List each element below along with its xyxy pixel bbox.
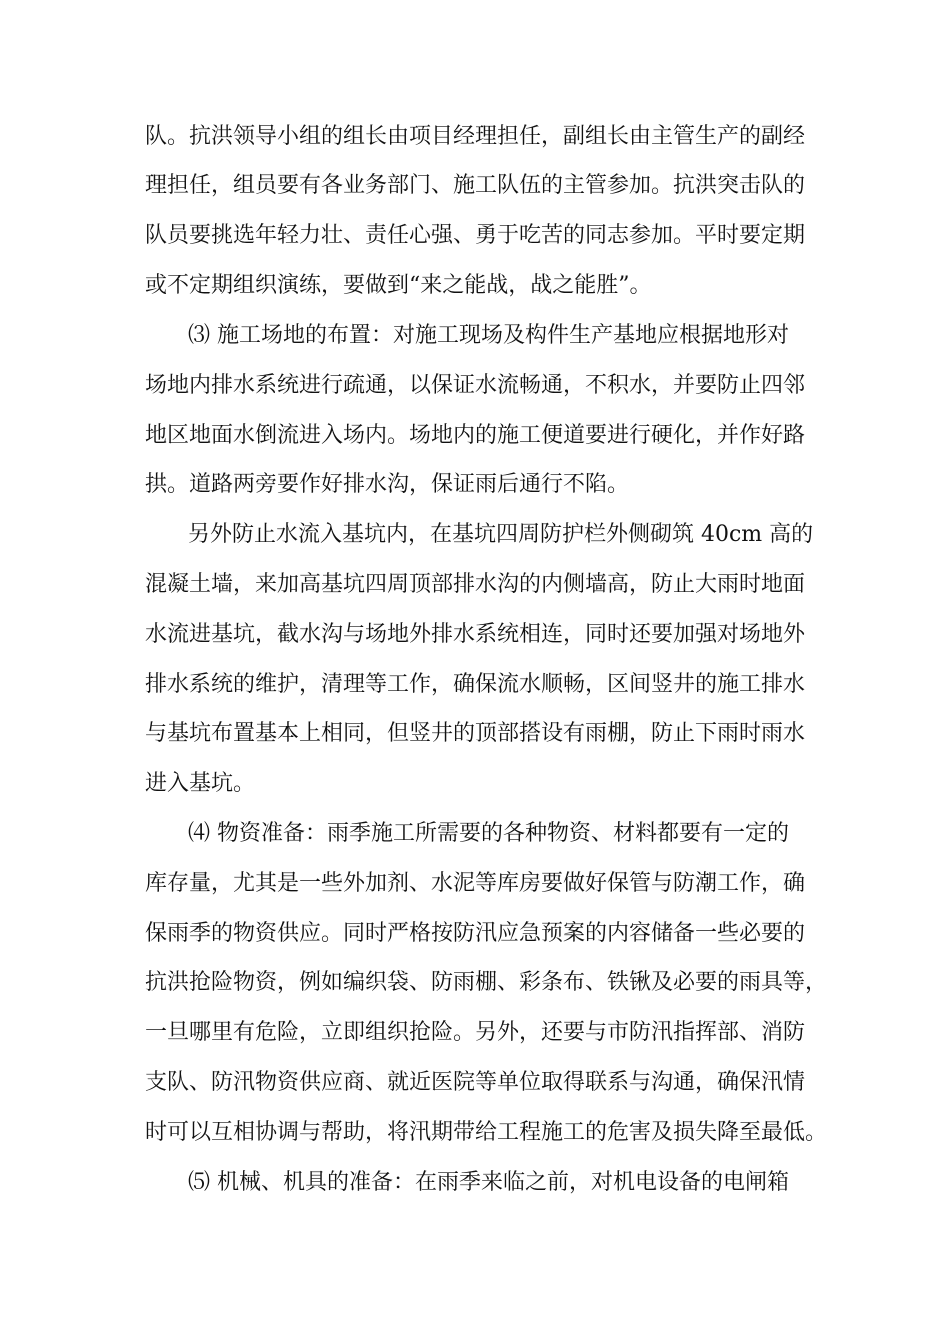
text-line: 支队、防汛物资供应商、就近医院等单位取得联系与沟通，确保汛情	[145, 1070, 806, 1095]
text-line: 一旦哪里有危险，立即组织抢险。另外，还要与市防汛指挥部、消防	[145, 1020, 806, 1045]
text-line: 队员要挑选年轻力壮、责任心强、勇于吃苦的同志参加。平时要定期	[145, 223, 806, 248]
text-line: 场地内排水系统进行疏通，以保证水流畅通，不积水，并要防止四邻	[145, 373, 806, 398]
text-line: 进入基坑。	[145, 771, 256, 796]
text-line: 混凝土墙，来加高基坑四周顶部排水沟的内侧墙高，防止大雨时地面	[145, 572, 806, 597]
text-line: 保雨季的物资供应。同时严格按防汛应急预案的内容储备一些必要的	[145, 921, 806, 946]
text-line: 地区地面水倒流进入场内。场地内的施工便道要进行硬化，并作好路	[145, 423, 806, 448]
text-line: 理担任，组员要有各业务部门、施工队伍的主管参加。抗洪突击队的	[145, 173, 806, 198]
text-line: 排水系统的维护，清理等工作，确保流水顺畅，区间竖井的施工排水	[145, 672, 806, 697]
text-line: 水流进基坑，截水沟与场地外排水系统相连，同时还要加强对场地外	[145, 622, 806, 647]
text-line: 或不定期组织演练，要做到“来之能战，战之能胜”。	[145, 273, 652, 298]
text-line: 库存量，尤其是一些外加剂、水泥等库房要做好保管与防潮工作，确	[145, 871, 806, 896]
text-line: 抗洪抢险物资，例如编织袋、防雨棚、彩条布、铁锹及必要的雨具等，	[145, 970, 828, 995]
text-line: 队。抗洪领导小组的组长由项目经理担任，副组长由主管生产的副经	[145, 124, 806, 149]
text-line: ⑷ 物资准备：雨季施工所需要的各种物资、材料都要有一定的	[188, 821, 789, 846]
text-line: 与基坑布置基本上相同，但竖井的顶部搭设有雨棚，防止下雨时雨水	[145, 721, 806, 746]
text-line: 另外防止水流入基坑内，在基坑四周防护栏外侧砌筑 40cm 高的	[188, 522, 814, 547]
text-line: 时可以互相协调与帮助，将汛期带给工程施工的危害及损失降至最低。	[145, 1120, 828, 1145]
text-line: 拱。道路两旁要作好排水沟，保证雨后通行不陷。	[145, 472, 630, 497]
text-line: ⑶ 施工场地的布置：对施工现场及构件生产基地应根据地形对	[188, 323, 789, 348]
text-line: ⑸ 机械、机具的准备：在雨季来临之前，对机电设备的电闸箱	[188, 1170, 789, 1195]
